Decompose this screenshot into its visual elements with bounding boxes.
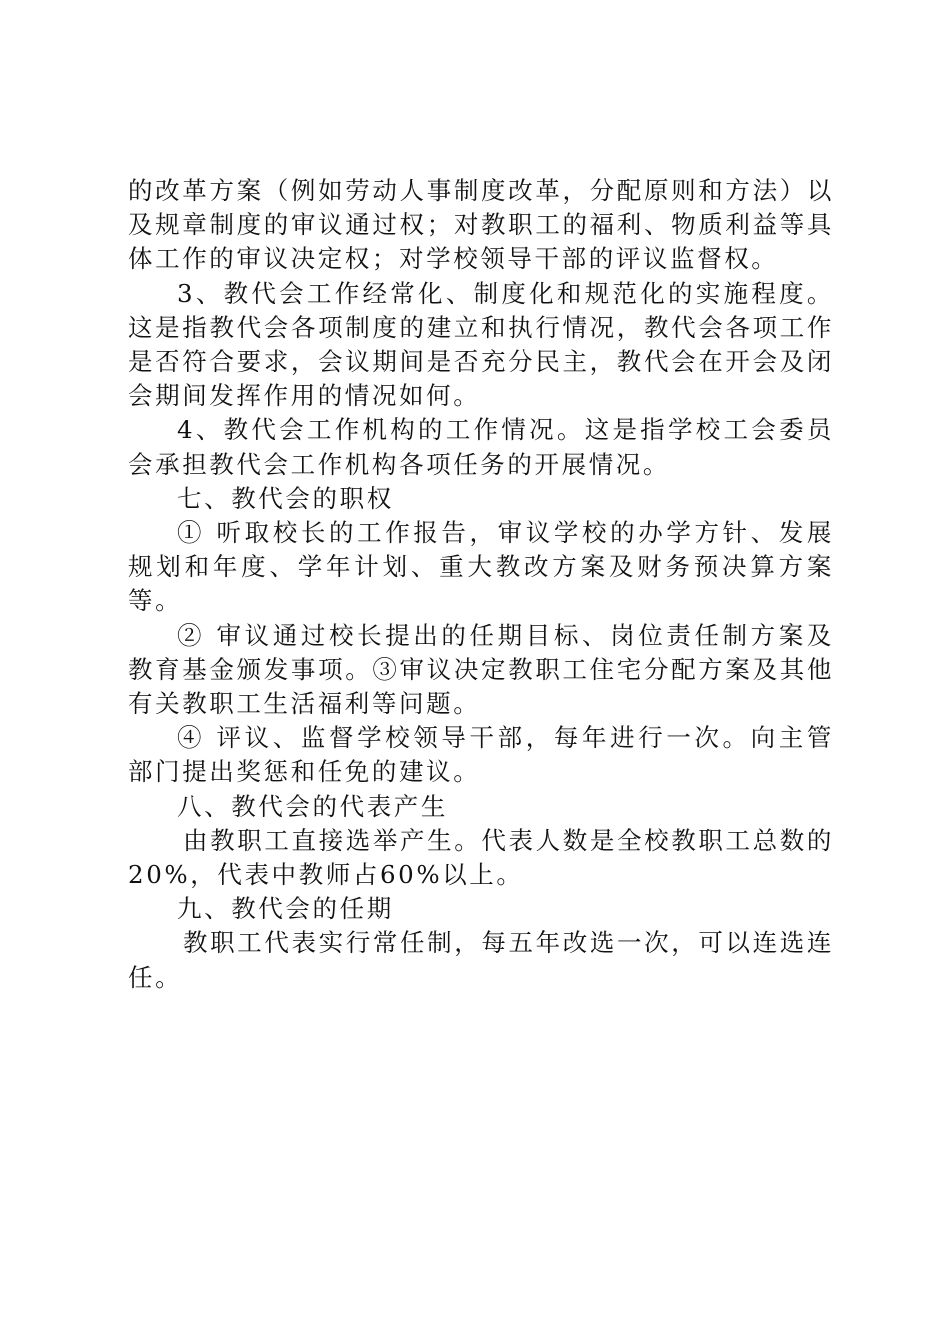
section-heading-powers: 七、教代会的职权 (177, 483, 394, 513)
paragraph-reform-rights: 的改革方案（例如劳动人事制度改革，分配原则和方法）以及规章制度的审议通过权；对教职工的福利、物质利益等具体工作的审议决定权；对学校领导干部的评议监督权。 (128, 176, 834, 274)
paragraph-item-4: 4、教代会工作机构的工作情况。这是指学校工会委员会承担教代会工作机构各项任务的开展情况。 (128, 415, 834, 479)
section-heading-representatives: 八、教代会的代表产生 (177, 791, 448, 821)
paragraph-item-3: 3、教代会工作经常化、制度化和规范化的实施程度。这是指教代会各项制度的建立和执行情况，教代会各项工作是否符合要求，会议期间是否充分民主，教代会在开会及闭会期间发挥作用的情况如何。 (128, 278, 834, 411)
paragraph-power-4: ④ 评议、监督学校领导干部，每年进行一次。向主管部门提出奖惩和任免的建议。 (128, 723, 834, 787)
paragraph-representatives: 由教职工直接选举产生。代表人数是全校教职工总数的20%，代表中教师占60%以上。 (128, 825, 834, 890)
document-body (128, 174, 834, 995)
paragraph-power-2-3: ② 审议通过校长提出的任期目标、岗位责任制方案及教育基金颁发事项。③审议决定教职工住宅分配方案及其他有关教职工生活福利等问题。 (128, 620, 834, 719)
paragraph-power-1: ① 听取校长的工作报告，审议学校的办学方针、发展规划和年度、学年计划、重大教改方案及财务预决算方案等。 (128, 518, 834, 616)
section-heading-term: 九、教代会的任期 (177, 894, 394, 924)
paragraph-term: 教职工代表实行常任制，每五年改选一次，可以连选连任。 (128, 928, 834, 992)
